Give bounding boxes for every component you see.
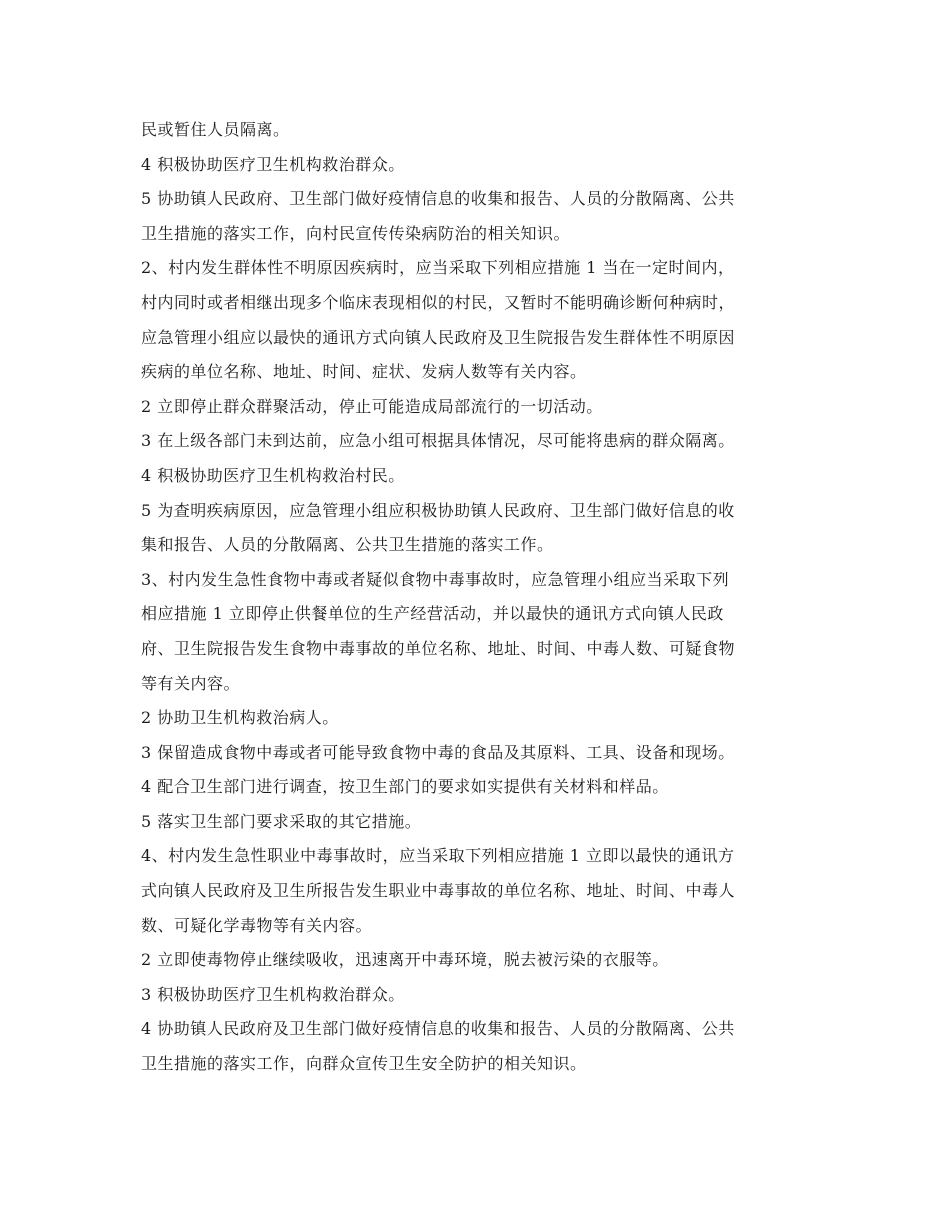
text-line: 3 积极协助医疗卫生机构救治群众。: [141, 984, 405, 1004]
text-line: 卫生措施的落实工作，向群众宣传卫生安全防护的相关知识。: [141, 1054, 587, 1074]
text-line: 4 积极协助医疗卫生机构救治群众。: [141, 154, 405, 174]
text-line: 2 立即使毒物停止继续吸收，迅速离开中毒环境，脱去被污染的衣服等。: [141, 950, 669, 970]
text-line: 卫生措施的落实工作，向村民宣传传染病防治的相关知识。: [141, 223, 571, 243]
text-line: 集和报告、人员的分散隔离、公共卫生措施的落实工作。: [141, 535, 554, 555]
text-line: 疾病的单位名称、地址、时间、症状、发病人数等有关内容。: [141, 362, 587, 382]
text-line: 民或暂住人员隔离。: [141, 120, 290, 139]
text-line: 4 积极协助医疗卫生机构救治村民。: [141, 465, 405, 485]
text-line: 府、卫生院报告发生食物中毒事故的单位名称、地址、时间、中毒人数、可疑食物: [141, 638, 736, 658]
text-line: 式向镇人民政府及卫生所报告发生职业中毒事故的单位名称、地址、时间、中毒人: [141, 881, 736, 901]
text-line: 相应措施 1 立即停止供餐单位的生产经营活动，并以最快的通讯方式向镇人民政: [141, 604, 724, 624]
text-line: 4 协助镇人民政府及卫生部门做好疫情信息的收集和报告、人员的分散隔离、公共: [141, 1019, 735, 1039]
text-line: 5 协助镇人民政府、卫生部门做好疫情信息的收集和报告、人员的分散隔离、公共: [141, 189, 735, 209]
text-line: 5 落实卫生部门要求采取的其它措施。: [141, 811, 422, 831]
text-line: 3 保留造成食物中毒或者可能导致食物中毒的食品及其原料、工具、设备和现场。: [141, 742, 735, 762]
text-line: 3 在上级各部门未到达前，应急小组可根据具体情况，尽可能将患病的群众隔离。: [141, 431, 735, 451]
text-line: 数、可疑化学毒物等有关内容。: [141, 915, 373, 935]
text-line: 2、村内发生群体性不明原因疾病时，应当采取下列相应措施 1 当在一定时间内，: [141, 258, 735, 278]
text-line: 4 配合卫生部门进行调查，按卫生部门的要求如实提供有关材料和样品。: [141, 777, 669, 797]
text-line: 应急管理小组应以最快的通讯方式向镇人民政府及卫生院报告发生群体性不明原因: [141, 327, 736, 347]
text-line: 4、村内发生急性职业中毒事故时，应当采取下列相应措施 1 立即以最快的通讯方: [141, 846, 735, 866]
text-line: 村内同时或者相继出现多个临床表现相似的村民，又暂时不能明确诊断何种病时，: [141, 292, 736, 312]
text-line: 3、村内发生急性食物中毒或者疑似食物中毒事故时，应急管理小组应当采取下列: [141, 569, 730, 589]
text-line: 5 为查明疾病原因，应急管理小组应积极协助镇人民政府、卫生部门做好信息的收: [141, 500, 735, 520]
text-line: 2 协助卫生机构救治病人。: [141, 708, 339, 728]
text-line: 等有关内容。: [141, 673, 241, 693]
text-line: 2 立即停止群众群聚活动，停止可能造成局部流行的一切活动。: [141, 396, 603, 416]
document-body: [141, 113, 816, 1082]
